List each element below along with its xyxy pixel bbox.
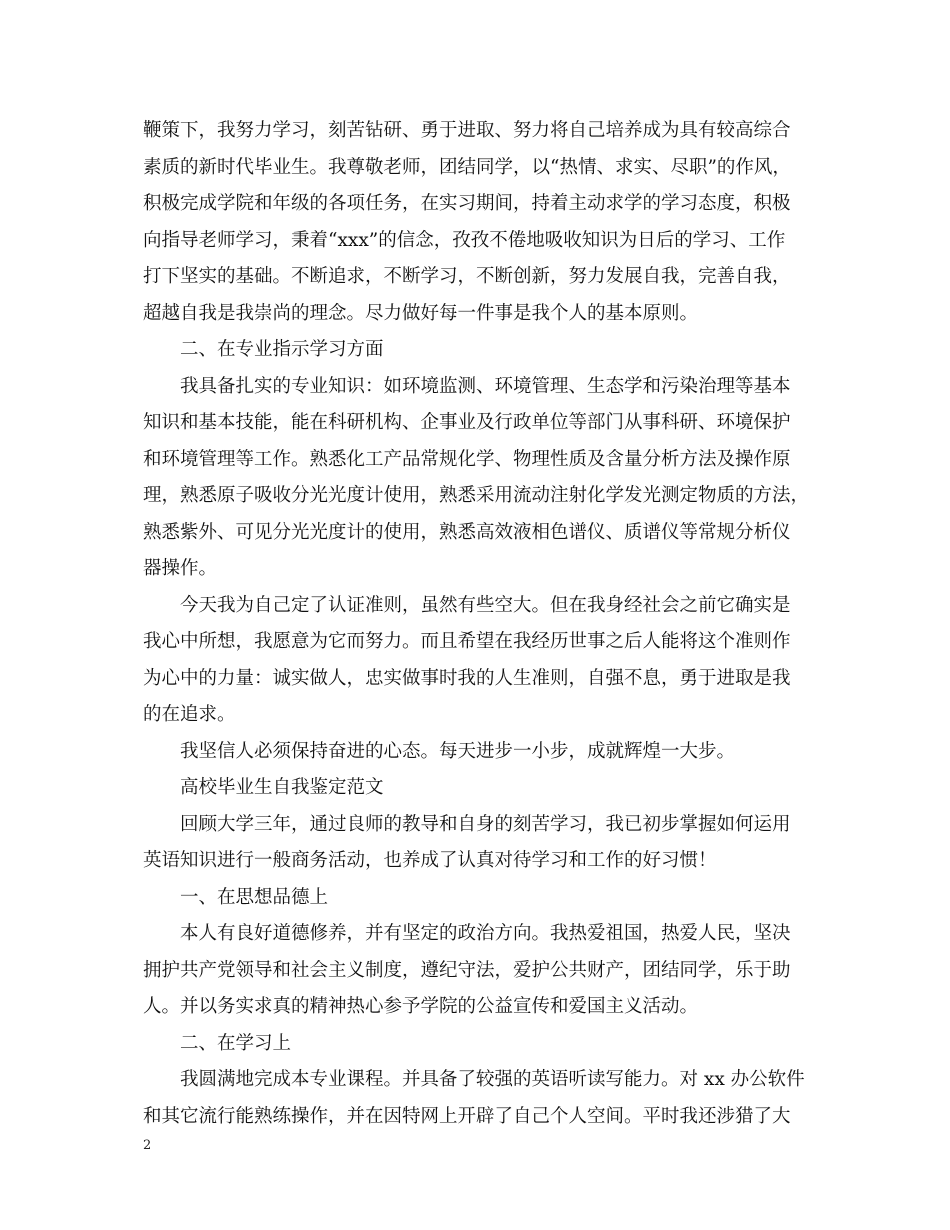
text-line: 超越自我是我崇尚的理念。尽力做好每一件事是我个人的基本原则。 (143, 302, 699, 324)
text-line: 熟悉紫外、可见分光光度计的使用，熟悉高效液相色谱仪、质谱仪等常规分析仪 (143, 521, 791, 543)
text-line: 理，熟悉原子吸收分光光度计使用，熟悉采用流动注射化学发光测定物质的方法， (143, 485, 810, 506)
text-line: 为心中的力量：诚实做人，忠实做事时我的人生准则，自强不息，勇于进取是我 (143, 667, 791, 689)
paragraph (143, 770, 823, 807)
text-line: 知识和基本技能，能在科研机构、企事业及行政单位等部门从事科研、环境保护 (143, 412, 791, 433)
paragraph (143, 113, 823, 332)
text-line: 回顾大学三年，通过良师的教导和自身的刻苦学习，我已初步掌握如何运用 (180, 813, 791, 835)
text-line: 二、在专业指示学习方面 (180, 339, 384, 360)
text-line: 素质的新时代毕业生。我尊敬老师，团结同学，以“热情、求实、尽职”的作风， (143, 156, 791, 178)
text-line: 我坚信人必须保持奋进的心态。每天进步一小步，成就辉煌一大步。 (180, 740, 736, 762)
document-body (143, 113, 823, 1135)
paragraph (143, 369, 823, 588)
text-line: 器操作。 (143, 558, 218, 579)
text-line: 打下坚实的基础。不断追求，不断学习，不断创新，努力发展自我，完善自我， (143, 266, 791, 287)
paragraph (143, 807, 823, 880)
text-line: 鞭策下，我努力学习，刻苦钻研、勇于进取、努力将自己培养成为具有较高综合 (143, 120, 791, 141)
paragraph (143, 332, 823, 369)
text-line: 我圆满地完成本专业课程。并具备了较强的英语听读写能力。对 xx 办公软件 (180, 1069, 805, 1090)
paragraph (143, 588, 823, 734)
text-line: 二、在学习上 (180, 1032, 292, 1054)
text-line: 我具备扎实的专业知识：如环境监测、环境管理、生态学和污染治理等基本 (180, 375, 791, 397)
page-number: 2 (143, 1138, 152, 1153)
paragraph (143, 1062, 823, 1135)
paragraph (143, 916, 823, 1026)
text-line: 拥护共产党领导和社会主义制度，遵纪守法，爱护公共财产，团结同学，乐于助 (143, 959, 791, 981)
text-line: 和其它流行能熟练操作，并在因特网上开辟了自己个人空间。平时我还涉猎了大 (143, 1105, 791, 1127)
text-line: 向指导老师学习，秉着“xxx”的信念，孜孜不倦地吸收知识为日后的学习、工作 (143, 229, 786, 251)
text-line: 我心中所想，我愿意为它而努力。而且希望在我经历世事之后人能将这个准则作 (143, 631, 791, 652)
text-line: 本人有良好道德修养，并有坚定的政治方向。我热爱祖国，热爱人民，坚决 (180, 923, 791, 944)
paragraph (143, 734, 823, 771)
text-line: 积极完成学院和年级的各项任务，在实习期间，持着主动求学的学习态度，积极 (143, 193, 791, 214)
text-line: 人。并以务实求真的精神热心参予学院的公益宣传和爱国主义活动。 (143, 996, 699, 1017)
text-line: 一、在思想品德上 (180, 886, 329, 908)
paragraph (143, 880, 823, 917)
text-line: 的在追求。 (143, 704, 236, 725)
text-line: 和环境管理等工作。熟悉化工产品常规化学、物理性质及含量分析方法及操作原 (143, 448, 791, 470)
paragraph (143, 1026, 823, 1063)
text-line: 高校毕业生自我鉴定范文 (180, 777, 384, 798)
text-line: 今天我为自己定了认证准则，虽然有些空大。但在我身经社会之前它确实是 (180, 594, 791, 616)
text-line: 英语知识进行一般商务活动，也养成了认真对待学习和工作的好习惯！ (143, 850, 717, 871)
